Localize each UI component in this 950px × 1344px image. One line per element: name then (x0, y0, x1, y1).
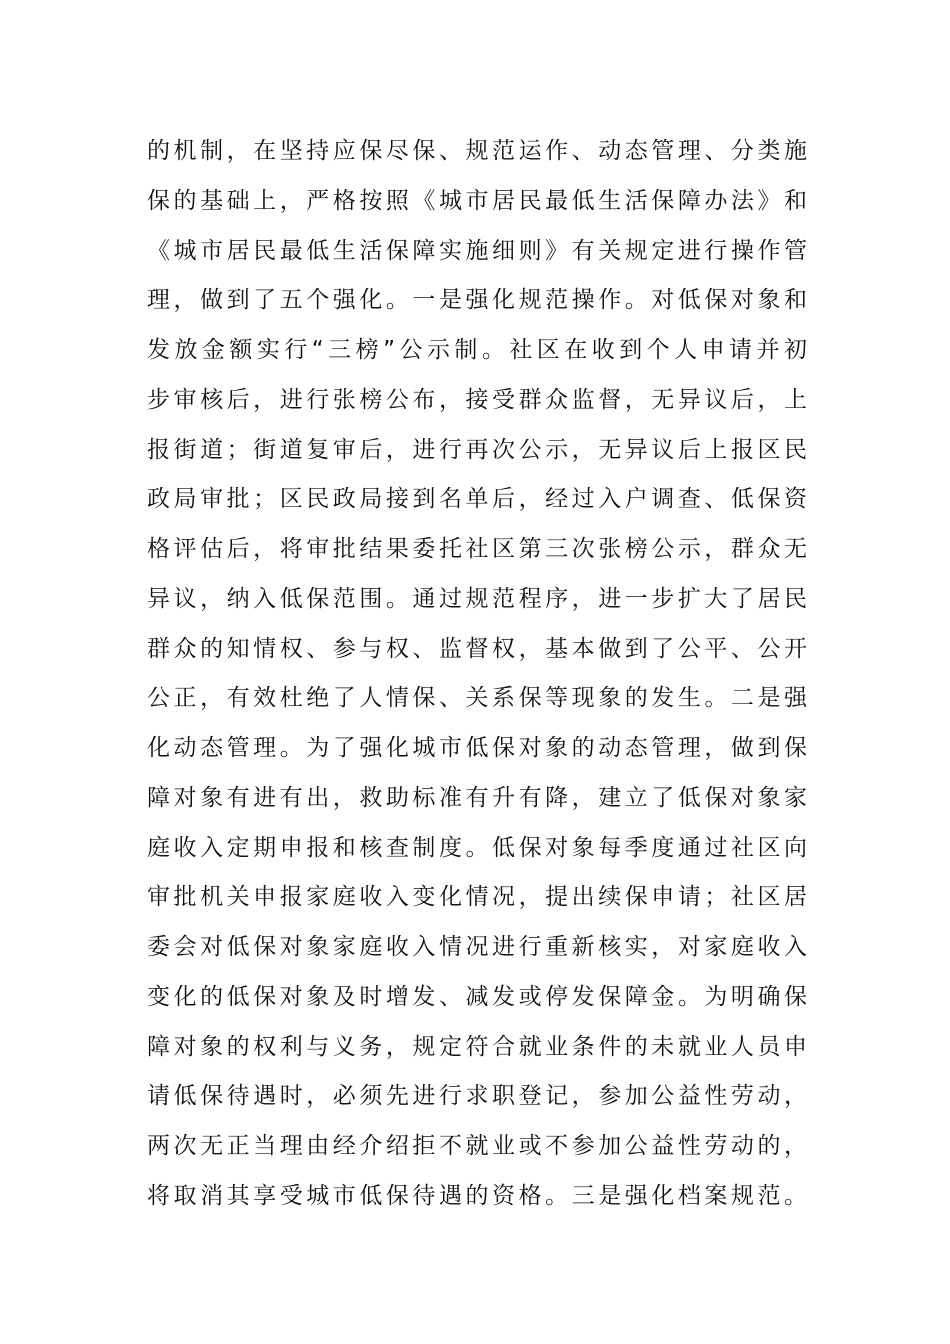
text-line: 异议，纳入低保范围。通过规范程序，进一步扩大了居民 (147, 585, 807, 612)
text-line: 理，做到了五个强化。一是强化规范操作。对低保对象和 (147, 287, 807, 314)
text-line: 庭收入定期申报和核查制度。低保对象每季度通过社区向 (147, 834, 807, 861)
text-line: 《城市居民最低生活保障实施细则》有关规定进行操作管 (147, 237, 807, 264)
text-line: 障对象的权利与义务，规定符合就业条件的未就业人员申 (147, 1033, 807, 1060)
text-line: 障对象有进有出，救助标准有升有降，建立了低保对象家 (147, 784, 807, 811)
text-line: 步审核后，进行张榜公布，接受群众监督，无异议后，上 (147, 386, 807, 413)
text-line: 的机制，在坚持应保尽保、规范运作、动态管理、分类施 (147, 138, 807, 164)
text-line: 变化的低保对象及时增发、减发或停发保障金。为明确保 (147, 983, 807, 1010)
text-line: 两次无正当理由经介绍拒不就业或不参加公益性劳动的， (147, 1133, 807, 1159)
text-line: 审批机关申报家庭收入变化情况，提出续保申请；社区居 (147, 884, 807, 911)
text-line: 格评估后，将审批结果委托社区第三次张榜公示，群众无 (147, 536, 807, 562)
text-line: 保的基础上，严格按照《城市居民最低生活保障办法》和 (147, 187, 807, 214)
text-line: 报街道；街道复审后，进行再次公示，无异议后上报区民 (147, 436, 807, 463)
text-line: 公正，有效杜绝了人情保、关系保等现象的发生。二是强 (147, 685, 807, 712)
text-line: 发放金额实行“三榜”公示制。社区在收到个人申请并初 (147, 337, 807, 363)
text-line: 请低保待遇时，必须先进行求职登记，参加公益性劳动， (147, 1083, 807, 1110)
body-paragraph (147, 127, 807, 1222)
text-line: 委会对低保对象家庭收入情况进行重新核实，对家庭收入 (147, 934, 807, 960)
text-line: 政局审批；区民政局接到名单后，经过入户调查、低保资 (147, 486, 807, 513)
text-line: 群众的知情权、参与权、监督权，基本做到了公平、公开 (147, 635, 807, 662)
text-line: 化动态管理。为了强化城市低保对象的动态管理，做到保 (147, 735, 807, 761)
text-line: 将取消其享受城市低保待遇的资格。三是强化档案规范。 (147, 1182, 807, 1209)
